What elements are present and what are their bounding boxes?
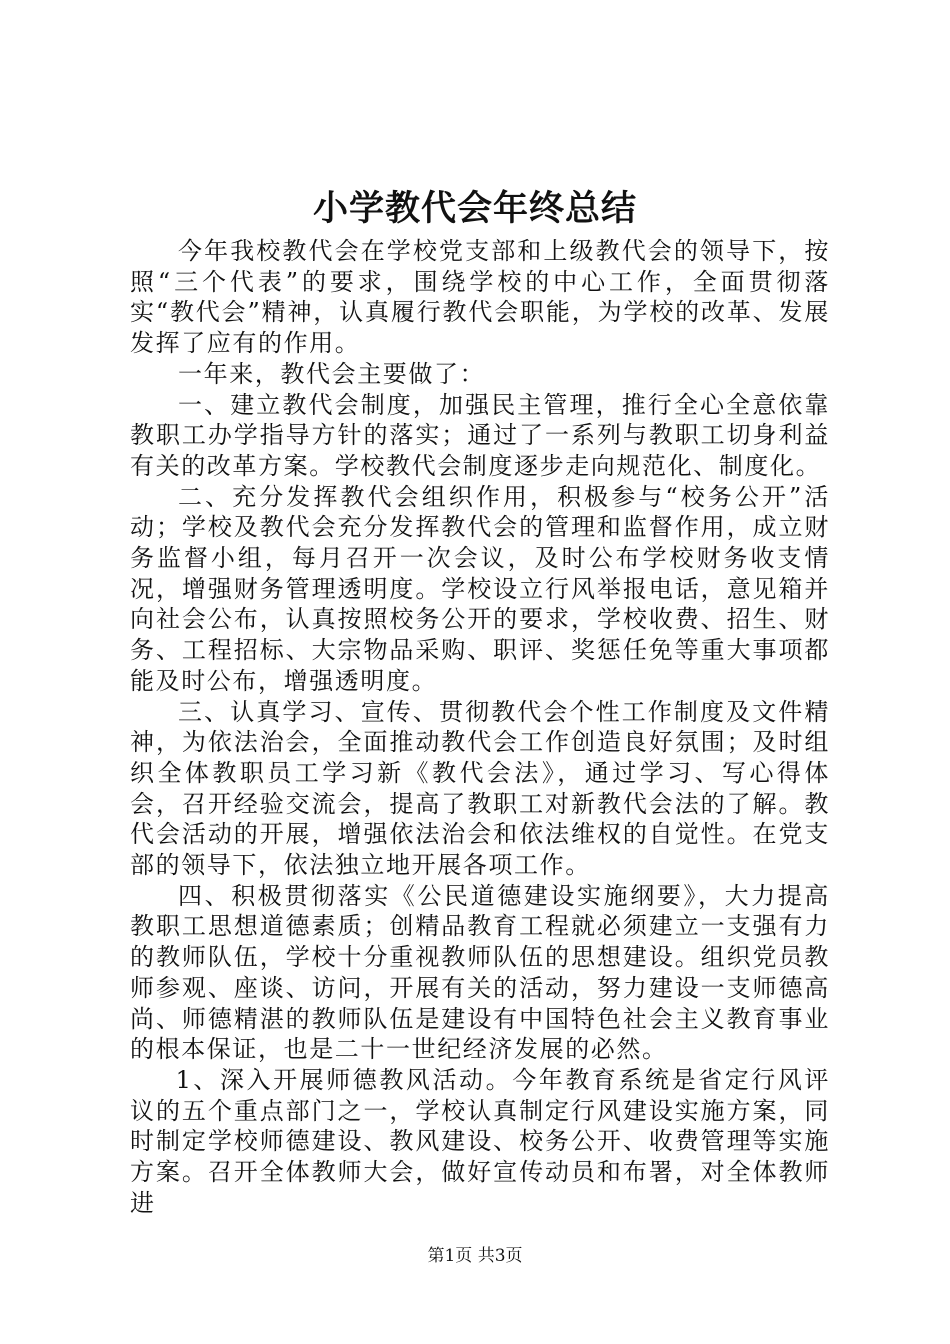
paragraph-summary-lead: 一年来，教代会主要做了： — [178, 359, 486, 388]
paragraph-item-3: 三、认真学习、宣传、贯彻教代会个性工作制度及文件精神，为依法治会，全面推动教代会工作创造良好氛围；及时组织全体教职员工学习新《教代会法》，通过学习、写心得体会，召开经验交流会，提高了教职工对新教代会法的了解。教代会活动的开展，增强依法治会和依法维权的自觉性。在党支部的领导下，依法独立地开展各项工作。 — [130, 697, 830, 880]
document-body — [130, 236, 830, 1219]
document-title: 小学教代会年终总结 — [312, 188, 637, 229]
paragraph-item-1: 一、建立教代会制度，加强民主管理，推行全心全意依靠教职工办学指导方针的落实；通过了一系列与教职工切身利益有关的改革方案。学校教代会制度逐步走向规范化、制度化。 — [130, 390, 830, 480]
paragraph-item-4: 四、积极贯彻落实《公民道德建设实施纲要》，大力提高教职工思想道德素质；创精品教育工程就必须建立一支强有力的教师队伍，学校十分重视教师队伍的思想建设。组织党员教师参观、座谈、访问，开展有关的活动，努力建设一支师德高尚、师德精湛的教师队伍是建设有中国特色社会主义教育事业的根本保证，也是二十一世纪经济发展的必然。 — [130, 881, 830, 1064]
paragraph-intro: 今年我校教代会在学校党支部和上级教代会的领导下，按照“三个代表”的要求，围绕学校的中心工作，全面贯彻落实“教代会”精神，认真履行教代会职能，为学校的改革、发展发挥了应有的作用。 — [130, 237, 830, 358]
page-number-footer: 第1页 共3页 — [427, 1246, 523, 1266]
paragraph-item-2: 二、充分发挥教代会组织作用，积极参与“校务公开”活动；学校及教代会充分发挥教代会的管理和监督作用，成立财务监督小组，每月召开一次会议，及时公布学校财务收支情况，增强财务管理透明度。学校设立行风举报电话，意见箱并向社会公布，认真按照校务公开的要求，学校收费、招生、财务、工程招标、大宗物品采购、职评、奖惩任免等重大事项都能及时公布，增强透明度。 — [130, 482, 830, 695]
paragraph-subitem-1: 1、深入开展师德教风活动。今年教育系统是省定行风评议的五个重点部门之一，学校认真制定行风建设实施方案，同时制定学校师德建设、教风建设、校务公开、收费管理等实施方案。召开全体教师大会，做好宣传动员和布署，对全体教师进 — [130, 1065, 830, 1217]
